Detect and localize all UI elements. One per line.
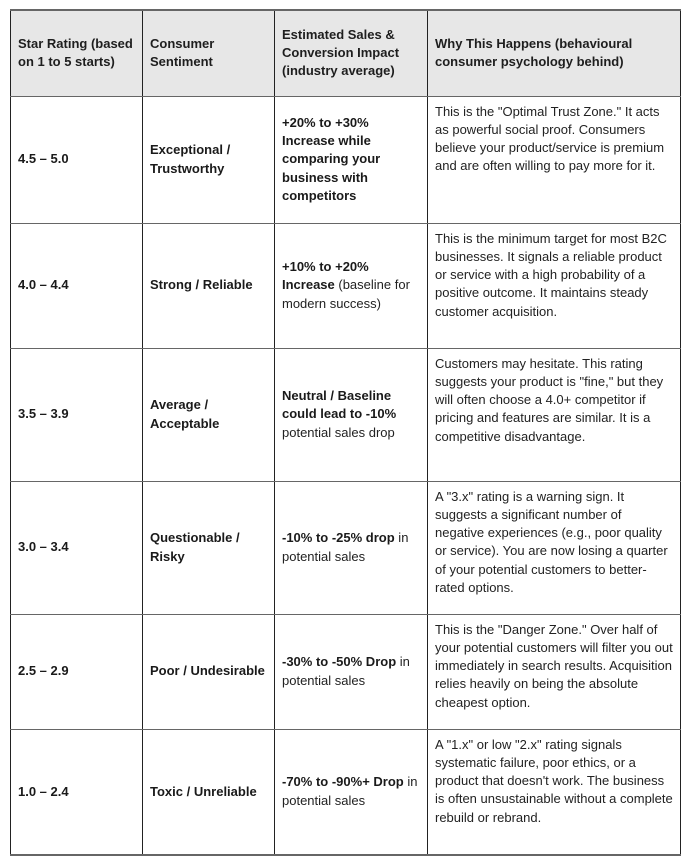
table-row [11,729,681,855]
impact-detail: potential sales drop [282,424,395,440]
impact-highlight: -10% to -25% drop [282,530,395,546]
table-row [11,96,681,223]
table-row [11,223,681,348]
impact-highlight: +10% to +20% Increase [282,259,369,293]
star-rating-cell: 4.0 – 4.4 [11,223,143,348]
table-header [11,10,681,96]
why-cell: This is the minimum target for most B2C businesses. It signals a reliable product or service with a high probability of a positive outcome. It maintains steady customer acquisition. [428,223,681,348]
star-rating-cell: 2.5 – 2.9 [11,614,143,729]
header-star-rating: Star Rating (based on 1 to 5 starts) [11,10,143,96]
table-row [11,348,681,481]
impact-highlight: Neutral / Baseline could lead to -10% [282,388,397,422]
table-row [11,614,681,729]
impact-detail: in potential sales [282,654,410,688]
impact-highlight: -30% to -50% Drop [282,654,397,670]
star-rating-cell: 3.5 – 3.9 [11,348,143,481]
why-cell: This is the "Danger Zone." Over half of your potential customers will filter you out immediately in search results. Acquisition relies heavily on being the absolute cheapest option. [428,614,681,729]
table-body [11,96,681,855]
star-rating-cell: 3.0 – 3.4 [11,481,143,614]
impact-detail: (baseline for modern success) [282,277,410,311]
impact-cell [275,614,428,729]
impact-highlight: -70% to -90%+ Drop [282,774,404,790]
impact-highlight: +20% to +30% Increase while comparing your business with competitors [282,114,381,203]
why-cell: This is the "Optimal Trust Zone." It acts as powerful social proof. Consumers believe your product/service is premium and are often willing to pay more for it. [428,96,681,223]
header-sales-impact: Estimated Sales & Conversion Impact (industry average) [275,10,428,96]
header-consumer-sentiment: Consumer Sentiment [143,10,275,96]
impact-cell [275,223,428,348]
impact-cell [275,96,428,223]
table-row [11,481,681,614]
star-rating-cell: 4.5 – 5.0 [11,96,143,223]
sentiment-cell: Average / Acceptable [143,348,275,481]
impact-cell [275,729,428,855]
sentiment-cell: Questionable / Risky [143,481,275,614]
why-cell: A "1.x" or low "2.x" rating signals systematic failure, poor ethics, or a product that doesn't work. The business is often unsustainable without a complete rebuild or rebrand. [428,729,681,855]
why-cell: A "3.x" rating is a warning sign. It suggests a significant number of negative experiences (e.g., poor quality or service). You are now losing a quarter of your potential customers to better-rated options. [428,481,681,614]
sentiment-cell: Toxic / Unreliable [143,729,275,855]
star-rating-cell: 1.0 – 2.4 [11,729,143,855]
header-why-this-happens: Why This Happens (behavioural consumer psychology behind) [428,10,681,96]
sentiment-cell: Strong / Reliable [143,223,275,348]
star-rating-impact-table [10,9,681,856]
sentiment-cell: Exceptional / Trustworthy [143,96,275,223]
why-cell: Customers may hesitate. This rating suggests your product is "fine," but they will often choose a 4.0+ competitor if pricing and features are similar. It is a competitive disadvantage. [428,348,681,481]
impact-cell [275,348,428,481]
header-row [11,10,681,96]
impact-detail: in potential sales [282,530,409,564]
impact-cell [275,481,428,614]
impact-detail: in potential sales [282,774,418,808]
sentiment-cell: Poor / Undesirable [143,614,275,729]
